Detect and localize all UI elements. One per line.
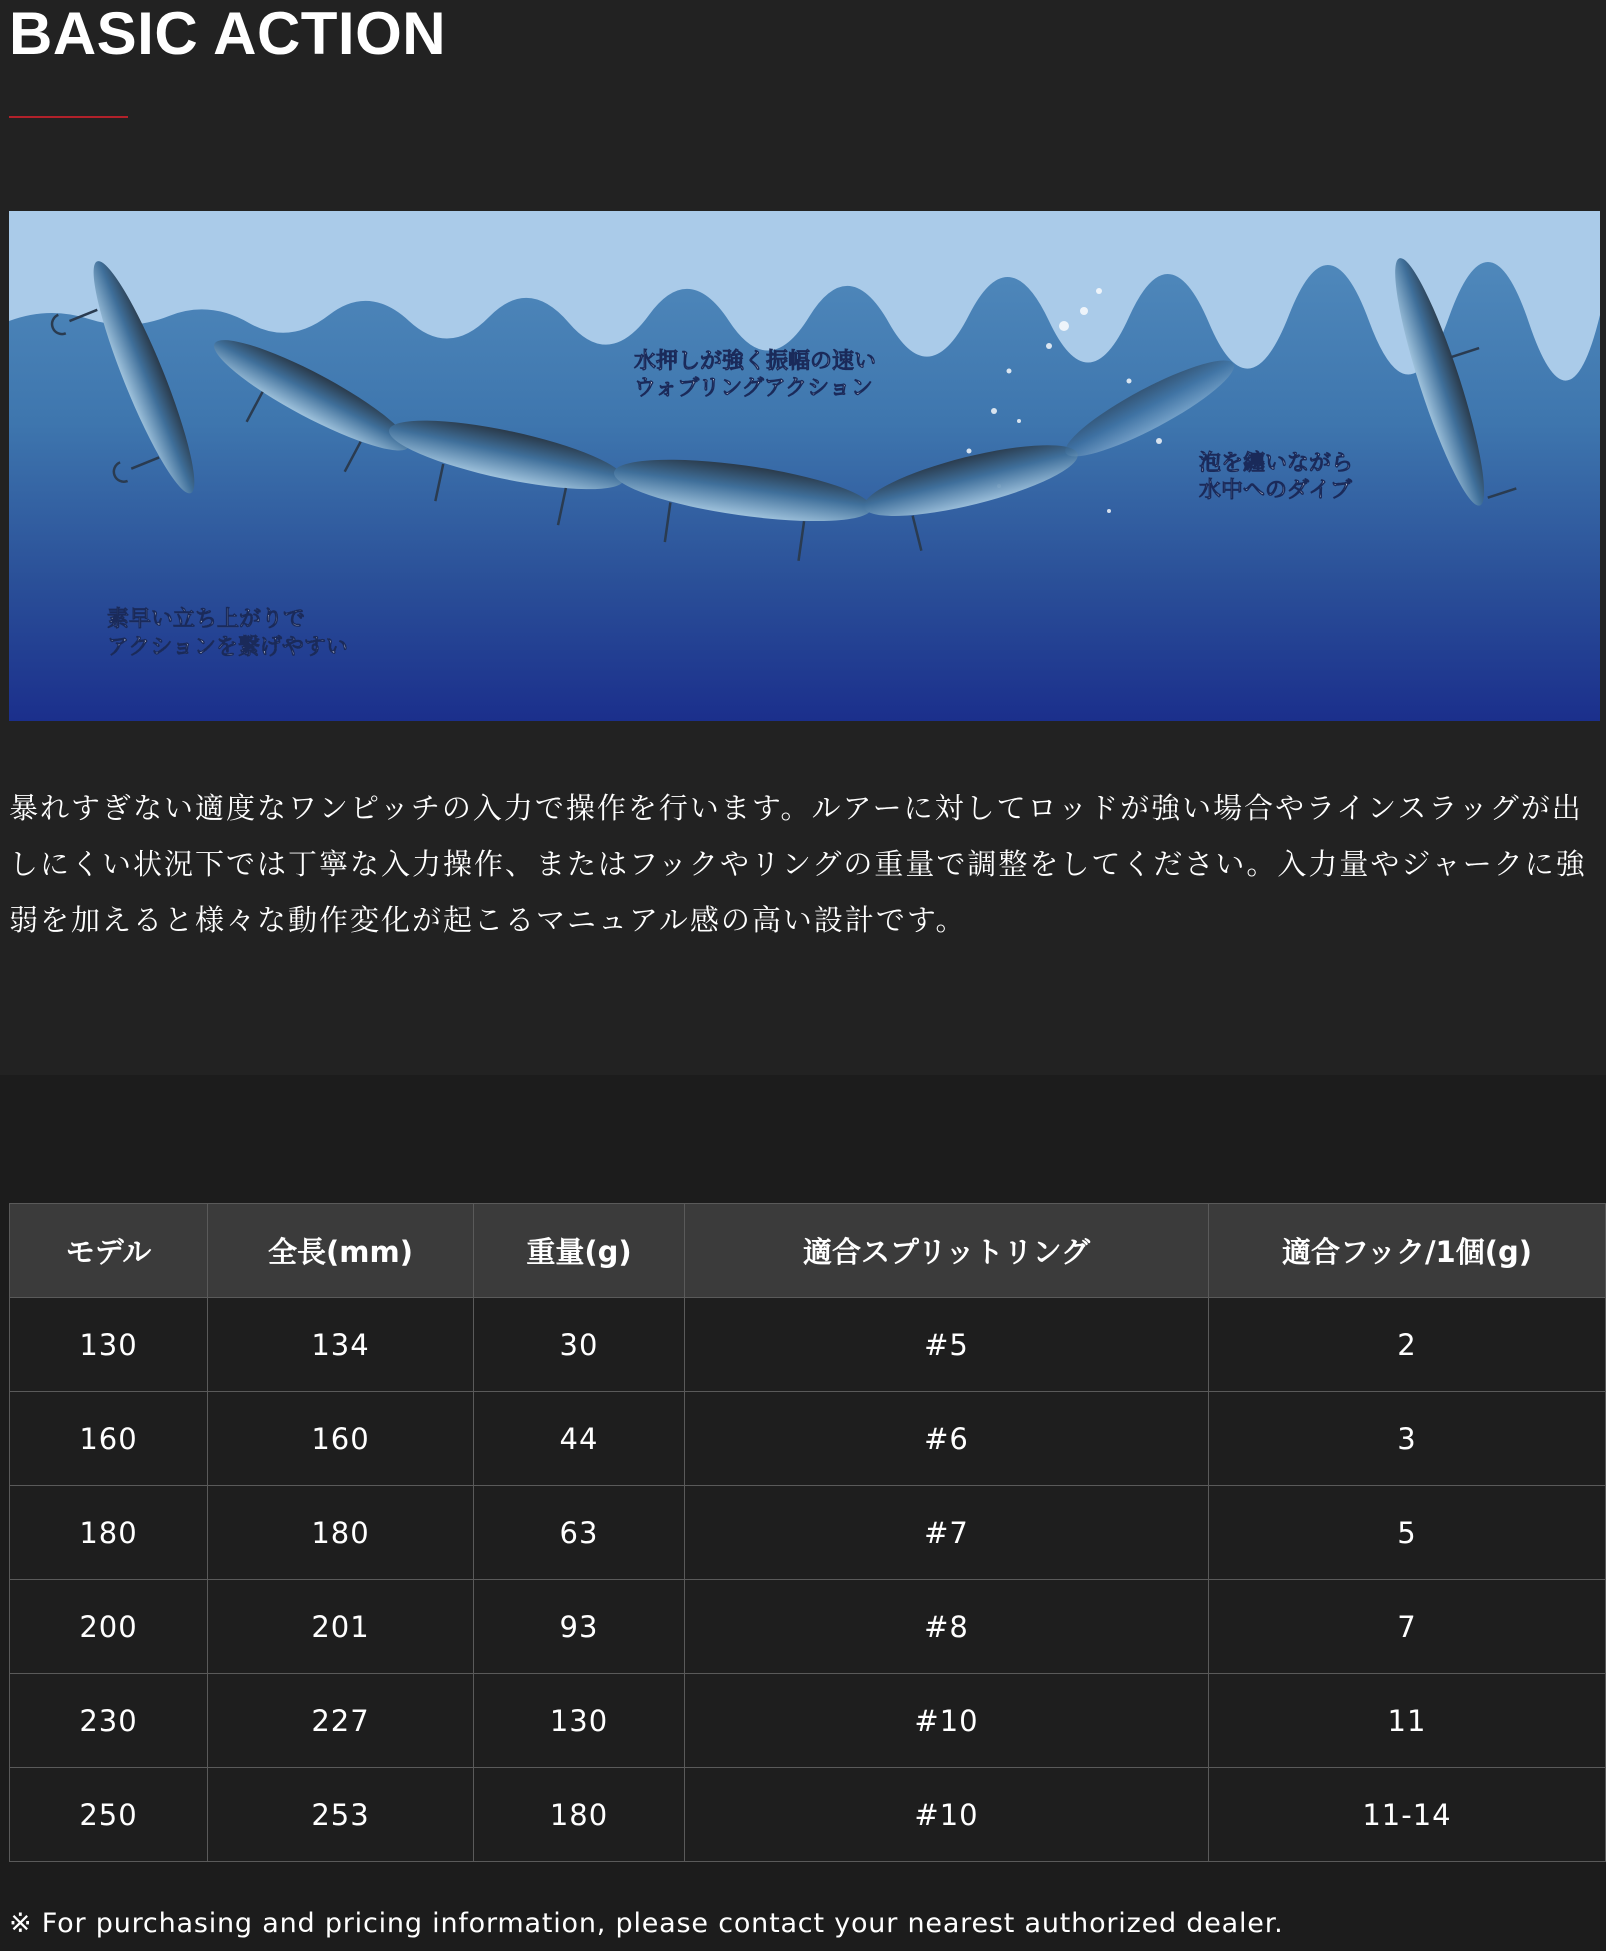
cell-split-ring: #7 bbox=[685, 1486, 1209, 1580]
header-hook: 適合フック/1個(g) bbox=[1209, 1204, 1606, 1298]
callout-center-line-2: ウォブリングアクション bbox=[634, 376, 873, 401]
cell-model: 130 bbox=[10, 1298, 208, 1392]
callout-left-line-2: アクションを繋げやすい bbox=[107, 635, 348, 660]
header-weight: 重量(g) bbox=[474, 1204, 685, 1298]
cell-split-ring: #5 bbox=[685, 1298, 1209, 1392]
dealer-footnote: ※ For purchasing and pricing information, please contact your nearest authorized dealer. bbox=[9, 1908, 1284, 1939]
cell-model: 230 bbox=[10, 1674, 208, 1768]
cell-split-ring: #6 bbox=[685, 1392, 1209, 1486]
cell-weight: 63 bbox=[474, 1486, 685, 1580]
lure-action-image bbox=[9, 211, 1600, 721]
cell-hook: 11-14 bbox=[1209, 1768, 1606, 1862]
callout-right-line-1: 泡を纏いながら bbox=[1199, 451, 1354, 476]
header-length: 全長(mm) bbox=[208, 1204, 474, 1298]
cell-length: 201 bbox=[208, 1580, 474, 1674]
table-row bbox=[10, 1768, 1606, 1862]
cell-model: 250 bbox=[10, 1768, 208, 1862]
cell-model: 200 bbox=[10, 1580, 208, 1674]
table-row bbox=[10, 1674, 1606, 1768]
cell-model: 180 bbox=[10, 1486, 208, 1580]
title-underline bbox=[9, 116, 128, 118]
cell-length: 180 bbox=[208, 1486, 474, 1580]
header-split-ring: 適合スプリットリング bbox=[685, 1204, 1209, 1298]
spec-table bbox=[9, 1203, 1606, 1862]
lure-action-illustration bbox=[9, 211, 1600, 721]
table-row bbox=[10, 1580, 1606, 1674]
cell-model: 160 bbox=[10, 1392, 208, 1486]
cell-length: 253 bbox=[208, 1768, 474, 1862]
cell-split-ring: #10 bbox=[685, 1768, 1209, 1862]
cell-weight: 30 bbox=[474, 1298, 685, 1392]
callout-right-line-2: 水中へのダイブ bbox=[1199, 478, 1352, 503]
section-title: BASIC ACTION bbox=[9, 0, 447, 67]
table-header-row bbox=[10, 1204, 1606, 1298]
callout-center-line-1: 水押しが強く振幅の速い bbox=[634, 349, 877, 374]
cell-hook: 11 bbox=[1209, 1674, 1606, 1768]
cell-weight: 180 bbox=[474, 1768, 685, 1862]
cell-split-ring: #8 bbox=[685, 1580, 1209, 1674]
table-row bbox=[10, 1392, 1606, 1486]
cell-length: 227 bbox=[208, 1674, 474, 1768]
cell-hook: 2 bbox=[1209, 1298, 1606, 1392]
cell-hook: 7 bbox=[1209, 1580, 1606, 1674]
cell-length: 134 bbox=[208, 1298, 474, 1392]
cell-weight: 93 bbox=[474, 1580, 685, 1674]
table-row bbox=[10, 1298, 1606, 1392]
cell-length: 160 bbox=[208, 1392, 474, 1486]
callout-left-line-1: 素早い立ち上がりで bbox=[107, 607, 306, 632]
action-description: 暴れすぎない適度なワンピッチの入力で操作を行います。ルアーに対してロッドが強い場合やラインスラッグが出しにくい状況下では丁寧な入力操作、またはフックやリングの重量で調整をしてください。入力量やジャークに強弱を加えると様々な動作変化が起こるマニュアル感の高い設計です。 bbox=[9, 791, 1587, 937]
cell-split-ring: #10 bbox=[685, 1674, 1209, 1768]
cell-weight: 130 bbox=[474, 1674, 685, 1768]
cell-hook: 5 bbox=[1209, 1486, 1606, 1580]
header-model: モデル bbox=[10, 1204, 208, 1298]
table-row bbox=[10, 1486, 1606, 1580]
cell-hook: 3 bbox=[1209, 1392, 1606, 1486]
cell-weight: 44 bbox=[474, 1392, 685, 1486]
